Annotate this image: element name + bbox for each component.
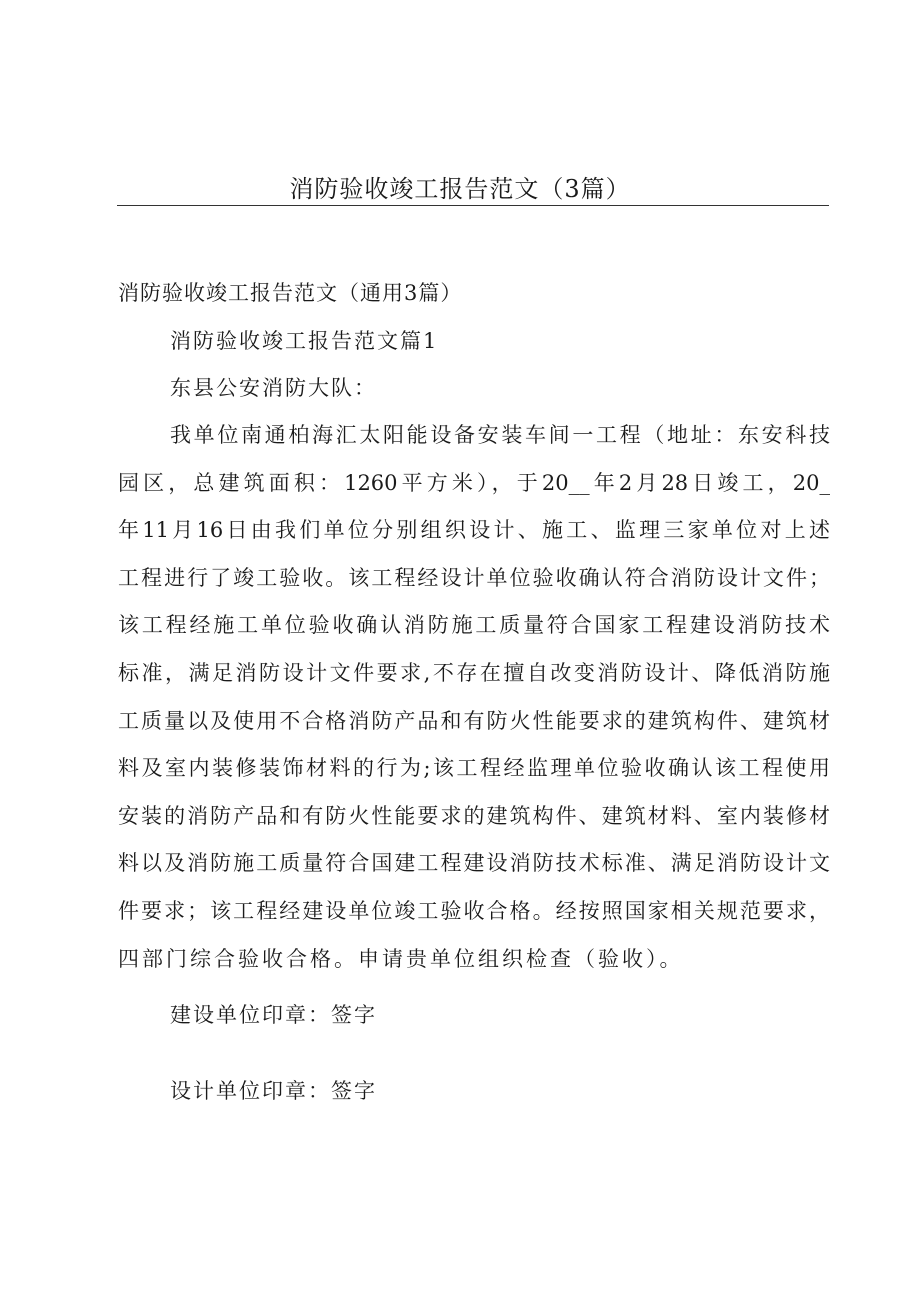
body-line: 件要求；该工程经建设单位竣工验收合格。经按照国家相关规范要求， bbox=[118, 898, 830, 923]
body-paragraph bbox=[118, 420, 830, 991]
body-line: 标准，满足消防设计文件要求,不存在擅自改变消防设计、降低消防施 bbox=[118, 660, 830, 685]
body-line: 工质量以及使用不合格消防产品和有防火性能要求的建筑构件、建筑材 bbox=[118, 708, 830, 733]
body-line: 料及室内装修装饰材料的行为;该工程经监理单位验收确认该工程使用 bbox=[118, 756, 830, 781]
body-line: 我单位南通柏海汇太阳能设备安装车间一工程（地址：东安科技 bbox=[170, 423, 830, 447]
body-line: 安装的消防产品和有防火性能要求的建筑构件、建筑材料、室内装修材 bbox=[118, 803, 830, 828]
title-underline bbox=[117, 205, 829, 206]
body-line: 四部门综合验收合格。申请贵单位组织检查（验收）。 bbox=[118, 946, 684, 971]
body-line: 工程进行了竣工验收。该工程经设计单位验收确认符合消防设计文件； bbox=[118, 565, 830, 590]
body-line: 料以及消防施工质量符合国建工程建设消防技术标准、满足消防设计文 bbox=[118, 851, 830, 876]
document-subtitle: 消防验收竣工报告范文（通用3篇） bbox=[118, 281, 463, 305]
article-heading: 消防验收竣工报告范文篇1 bbox=[170, 329, 439, 353]
design-unit-seal: 设计单位印章：签字 bbox=[170, 1079, 377, 1103]
body-line: 该工程经施工单位验收确认消防施工质量符合国家工程建设消防技术 bbox=[118, 613, 830, 638]
body-line: 园区，总建筑面积：1260平方米），于20__年2月28日竣工，20_ bbox=[118, 470, 830, 495]
body-line: 年11月16日由我们单位分别组织设计、施工、监理三家单位对上述 bbox=[118, 518, 830, 543]
construction-unit-seal: 建设单位印章：签字 bbox=[170, 1003, 377, 1027]
document-title: 消防验收竣工报告范文（3篇） bbox=[289, 175, 631, 203]
salutation: 东县公安消防大队： bbox=[170, 376, 377, 400]
